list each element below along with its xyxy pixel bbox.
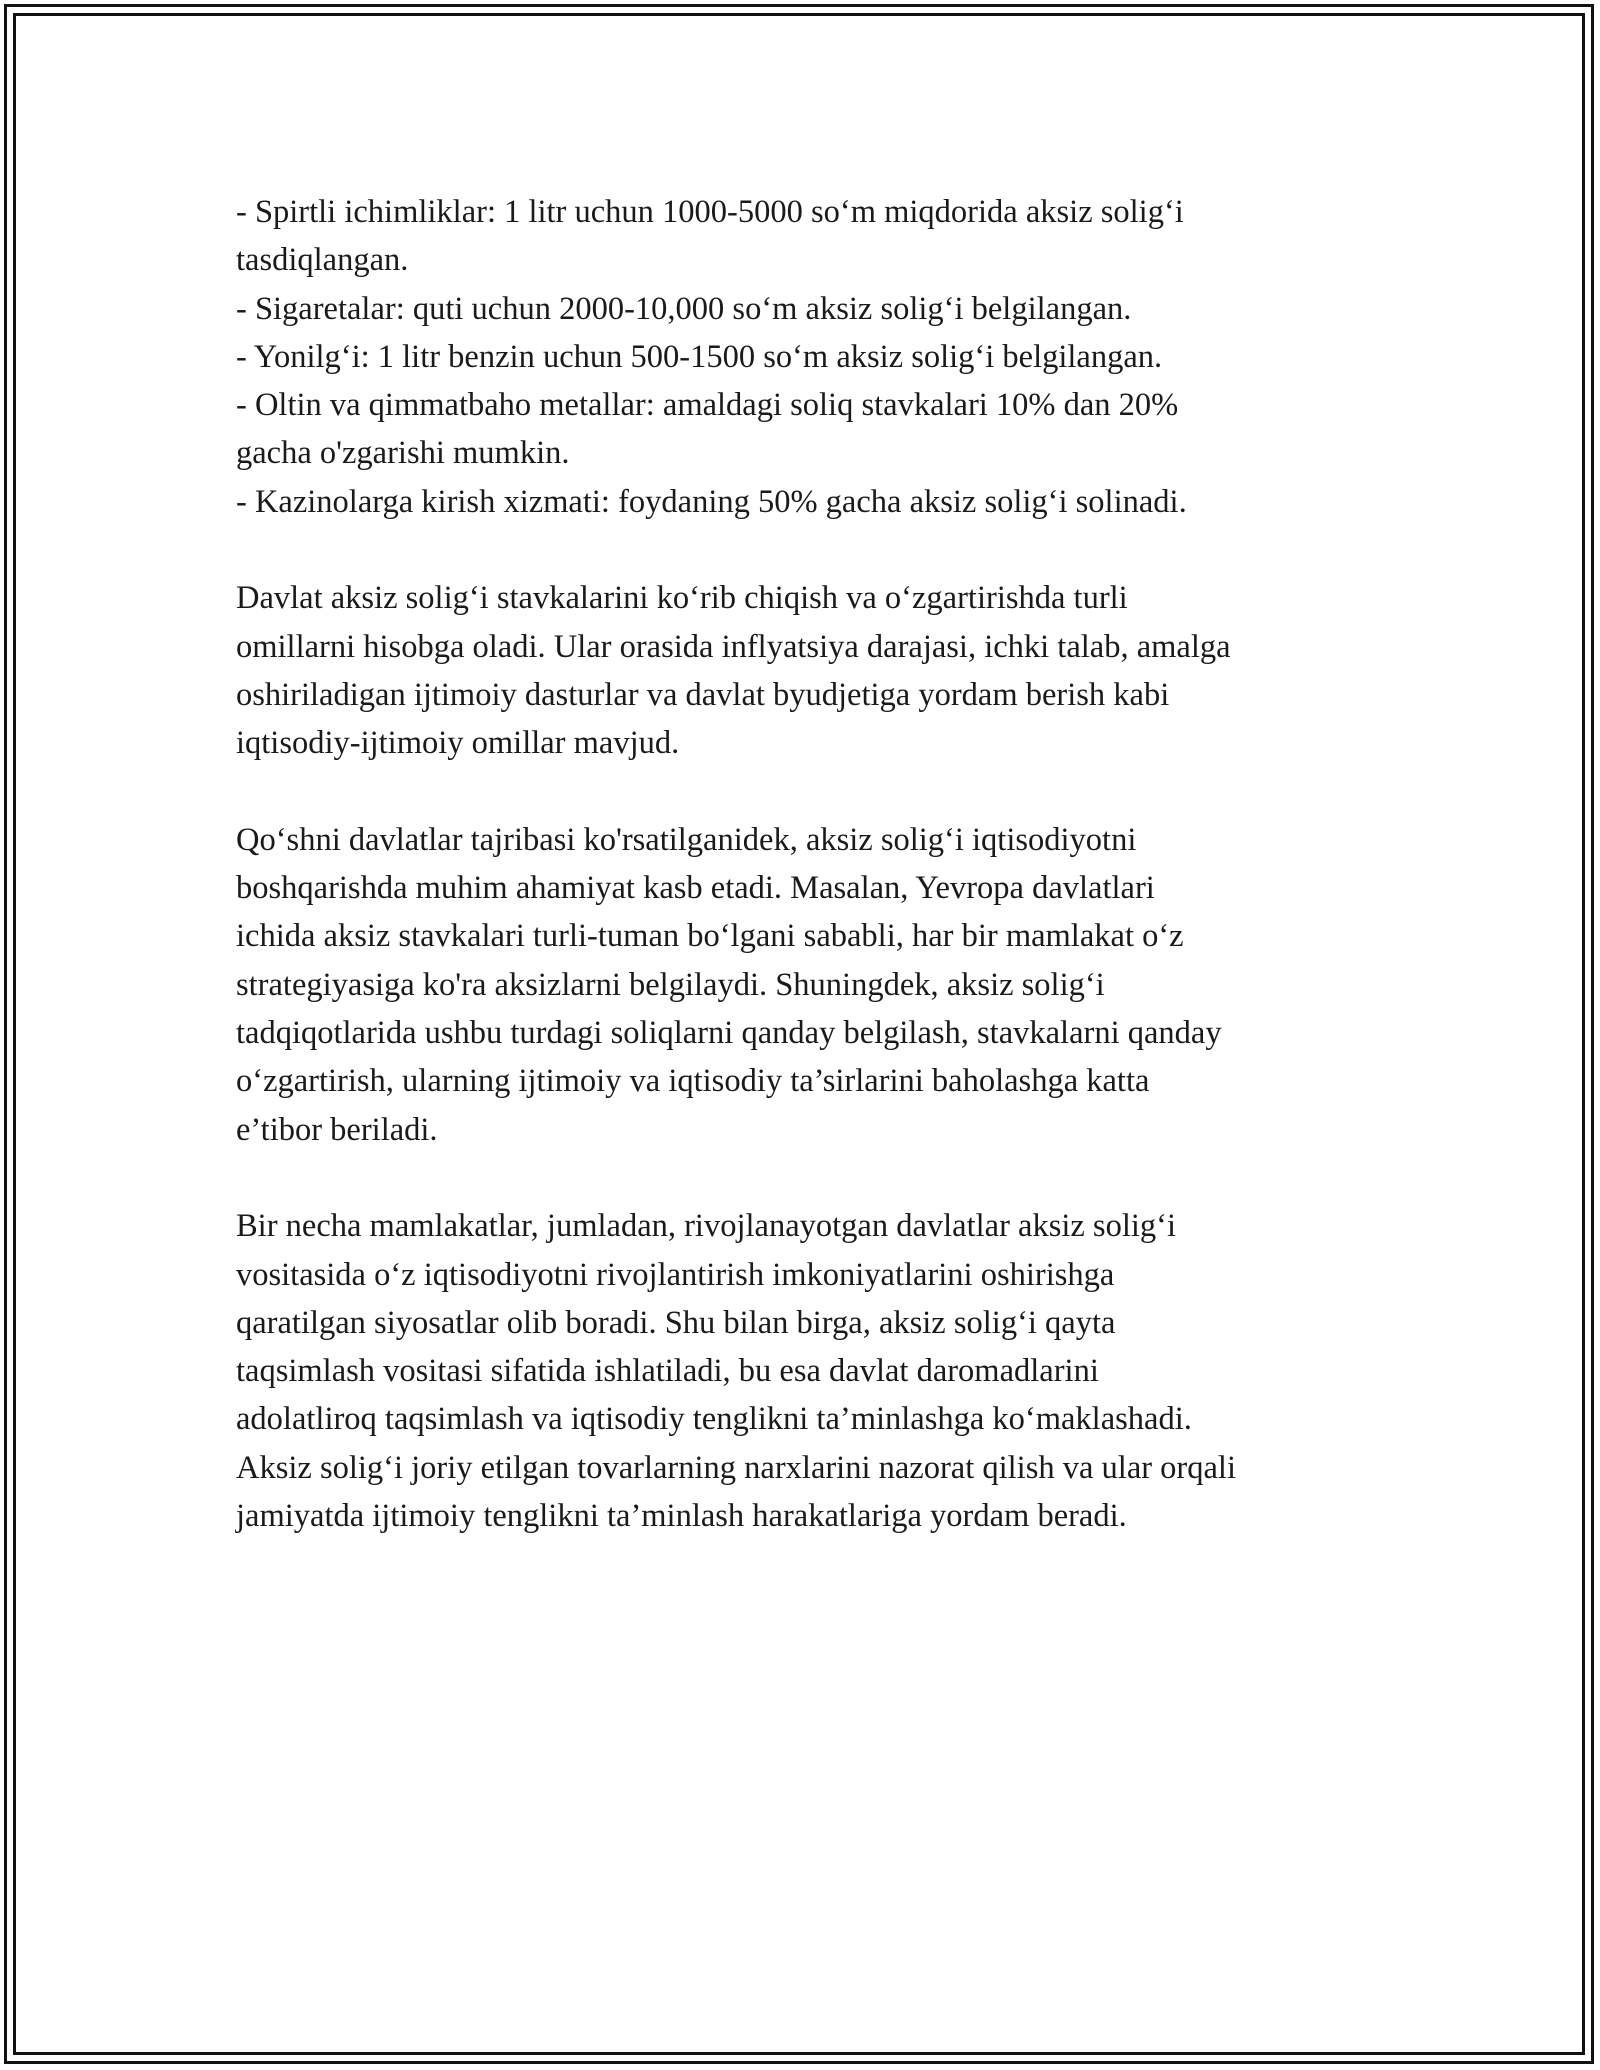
bullet-item-fuel [236, 333, 1386, 381]
text-line: oshiriladigan ijtimoiy dasturlar va davlat byudjetiga yordam berish kabi [236, 676, 1170, 713]
text-line: gacha o'zgarishi mumkin. [236, 435, 570, 472]
bullet-item-cigarettes [236, 285, 1386, 333]
paragraph-gap [236, 768, 1386, 816]
bullet-item-casino [236, 478, 1386, 526]
text-line: e’tibor beriladi. [236, 1111, 438, 1148]
paragraph-1 [236, 574, 1386, 767]
bullet-list [236, 188, 1386, 526]
text-line: - Yonilg‘i: 1 litr benzin uchun 500-1500 so‘m aksiz solig‘i belgilangan. [236, 338, 1163, 375]
text-line: jamiyatda ijtimoiy tenglikni ta’minlash harakatlariga yordam beradi. [236, 1498, 1127, 1535]
text-line: taqsimlash vositasi sifatida ishlatiladi, bu esa davlat daromadlarini [236, 1353, 1099, 1390]
bullet-item-gold-metals [236, 381, 1386, 478]
document-body [236, 188, 1386, 1540]
text-line: tadqiqotlarida ushbu turdagi soliqlarni qanday belgilash, stavkalarni qanday [236, 1015, 1222, 1052]
paragraph-3 [236, 1202, 1386, 1540]
text-line: - Spirtli ichimliklar: 1 litr uchun 1000-5000 so‘m miqdorida aksiz solig‘i [236, 194, 1184, 230]
paragraph-gap [236, 526, 1386, 574]
text-line: tasdiqlangan. [236, 242, 409, 279]
text-line: adolatliroq taqsimlash va iqtisodiy tenglikni ta’minlashga ko‘maklashadi. [236, 1401, 1192, 1438]
paragraph-gap [236, 1154, 1386, 1202]
text-line: - Oltin va qimmatbaho metallar: amaldagi soliq stavkalari 10% dan 20% [236, 387, 1179, 424]
text-line: Aksiz solig‘i joriy etilgan tovarlarning narxlarini nazorat qilish va ular orqali [236, 1449, 1236, 1486]
text-line: Bir necha mamlakatlar, jumladan, rivojlanayotgan davlatlar aksiz solig‘i [236, 1208, 1176, 1245]
text-line: qaratilgan siyosatlar olib boradi. Shu bilan birga, aksiz solig‘i qayta [236, 1304, 1116, 1341]
text-line: omillarni hisobga oladi. Ular orasida inflyatsiya darajasi, ichki talab, amalga [236, 628, 1231, 665]
text-line: o‘zgartirish, ularning ijtimoiy va iqtisodiy ta’sirlarini baholashga katta [236, 1063, 1150, 1100]
text-line: strategiyasiga ko'ra aksizlarni belgilaydi. Shuningdek, aksiz solig‘i [236, 966, 1105, 1003]
text-line: iqtisodiy-ijtimoiy omillar mavjud. [236, 725, 680, 762]
text-line: Davlat aksiz solig‘i stavkalarini ko‘rib chiqish va o‘zgartirishda turli [236, 580, 1128, 617]
text-line: - Kazinolarga kirish xizmati: foydaning 50% gacha aksiz solig‘i solinadi. [236, 483, 1187, 520]
text-line: boshqarishda muhim ahamiyat kasb etadi. Masalan, Yevropa davlatlari [236, 870, 1155, 907]
text-line: vositasida o‘z iqtisodiyotni rivojlantirish imkoniyatlarini oshirishga [236, 1256, 1115, 1293]
text-line: - Sigaretalar: quti uchun 2000-10,000 so‘m aksiz solig‘i belgilangan. [236, 290, 1132, 327]
bullet-item-spirits [236, 188, 1386, 285]
text-line: Qo‘shni davlatlar tajribasi ko'rsatilganidek, aksiz solig‘i iqtisodiyotni [236, 821, 1137, 858]
paragraph-2 [236, 816, 1386, 1154]
text-line: ichida aksiz stavkalari turli-tuman bo‘lgani sababli, har bir mamlakat o‘z [236, 918, 1184, 955]
